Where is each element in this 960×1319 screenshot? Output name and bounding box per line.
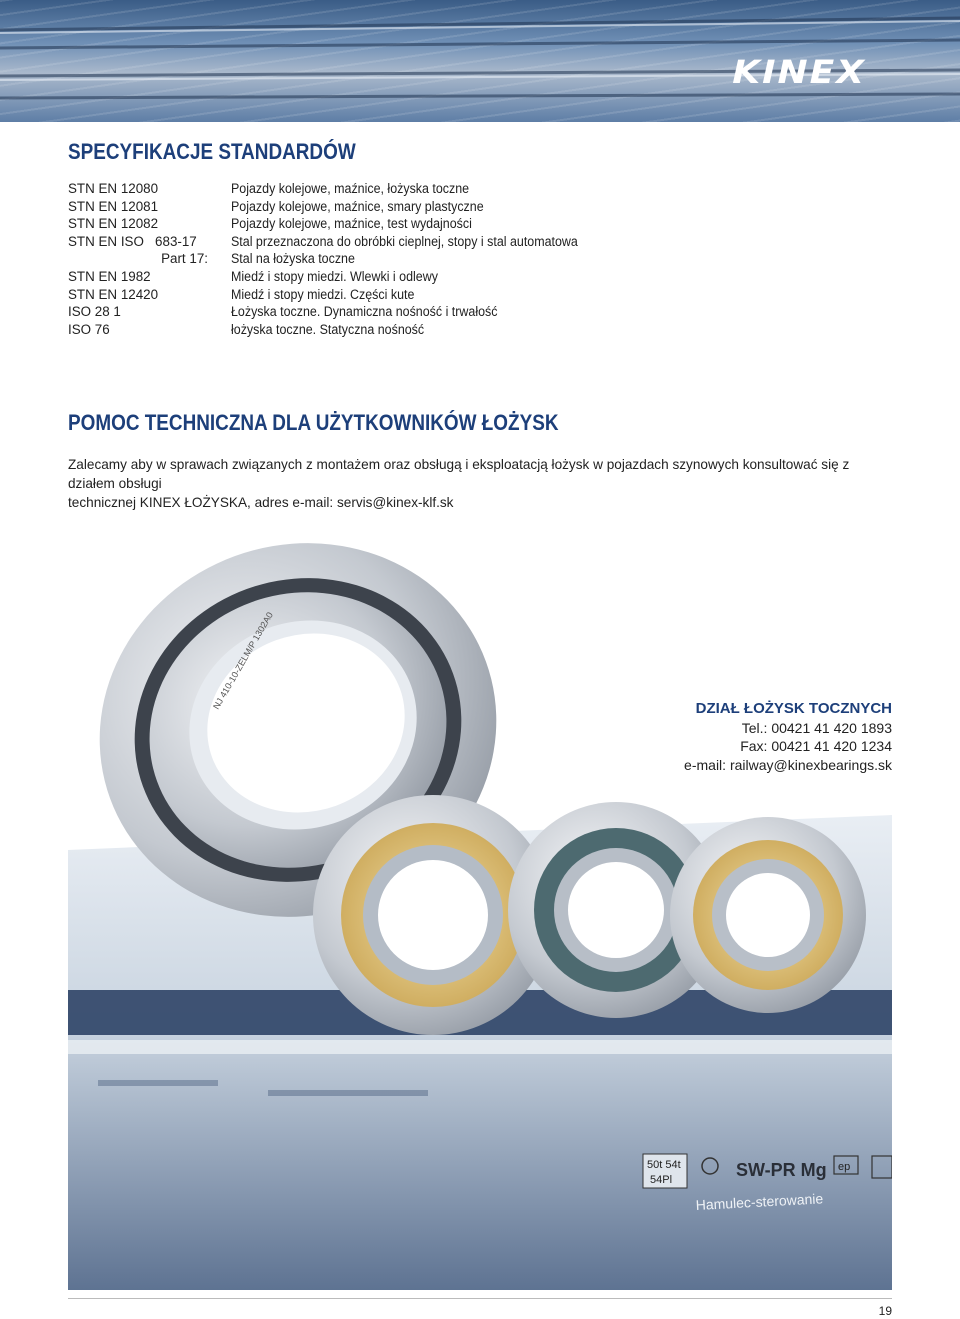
spec-desc: Pojazdy kolejowe, maźnice, test wydajności [231, 216, 472, 232]
spec-desc: Pojazdy kolejowe, maźnice, łożyska toczne [231, 181, 470, 196]
spec-row [68, 321, 688, 339]
spec-desc: Pojazdy kolejowe, maźnice, smary plastyczne [231, 198, 484, 214]
bearing-brass-cage-2 [670, 817, 866, 1013]
contact-email: e-mail: railway@kinexbearings.sk [684, 756, 892, 773]
spec-row [68, 303, 688, 321]
contact-block [684, 700, 892, 774]
header-banner [0, 0, 960, 122]
spec-desc: łożyska toczne. Statyczna nośność [231, 321, 425, 337]
spec-table [68, 180, 688, 338]
train-text-1: SW-PR Mg [736, 1160, 827, 1180]
spec-code: STN EN 12082 [68, 216, 159, 232]
support-text [68, 455, 898, 512]
kinex-logo: KINEX [732, 54, 866, 91]
spec-row [68, 215, 688, 233]
contact-title: DZIAŁ ŁOŻYSK TOCZNYCH [695, 700, 892, 717]
spec-code: STN EN 12080 [68, 181, 159, 196]
spec-title: SPECYFIKACJE STANDARDÓW [68, 139, 356, 164]
spec-code: ISO 76 [68, 321, 110, 337]
footer-divider [68, 1298, 892, 1299]
spec-row [68, 286, 688, 304]
spec-row [68, 250, 688, 268]
spec-code: STN EN 1982 [68, 268, 151, 284]
train-text-3: Hamulec-sterowanie [695, 1190, 824, 1213]
train-text-2: ep [838, 1161, 851, 1173]
page-number: 19 [878, 1304, 892, 1318]
spec-row [68, 233, 688, 251]
spec-desc: Łożyska toczne. Dynamiczna nośność i trwałość [231, 304, 498, 320]
spec-code: STN EN 12081 [68, 198, 159, 214]
spec-row [68, 198, 688, 216]
train-plate-1: 50t 54t [647, 1159, 681, 1171]
spec-code: ISO 28 1 [68, 304, 121, 320]
support-line-2: technicznej KINEX ŁOŻYSKA, adres e-mail: servis@kinex-klf.sk [68, 495, 454, 510]
contact-tel: Tel.: 00421 41 420 1893 [741, 719, 892, 736]
spec-desc: Miedź i stopy miedzi. Wlewki i odlewy [231, 268, 438, 284]
bearing-marking: NJ 410-10-ZELM/P 1302A0 [211, 610, 275, 711]
bearings-train-photo [68, 520, 892, 1290]
spec-code: STN EN ISO 683-17 [68, 233, 197, 249]
spec-row [68, 180, 688, 198]
spec-code: STN EN 12420 [68, 286, 159, 302]
contact-fax: Fax: 00421 41 420 1234 [740, 738, 892, 754]
train-plate-2: 54Pl [650, 1174, 673, 1186]
spec-code: Part 17: [161, 251, 208, 267]
spec-desc: Stal na łożyska toczne [231, 251, 355, 267]
spec-desc: Stal przeznaczona do obróbki cieplnej, stopy i stal automatowa [231, 233, 578, 249]
support-line-1: Zalecamy aby w sprawach związanych z montażem oraz obsługą i eksploatacją łożysk w pojazdach szynowych konsultować się z działem obsługi [68, 457, 850, 491]
support-title: POMOC TECHNICZNA DLA UŻYTKOWNIKÓW ŁOŻYSK [68, 410, 559, 435]
spec-desc: Miedź i stopy miedzi. Części kute [231, 286, 415, 302]
spec-row [68, 268, 688, 286]
